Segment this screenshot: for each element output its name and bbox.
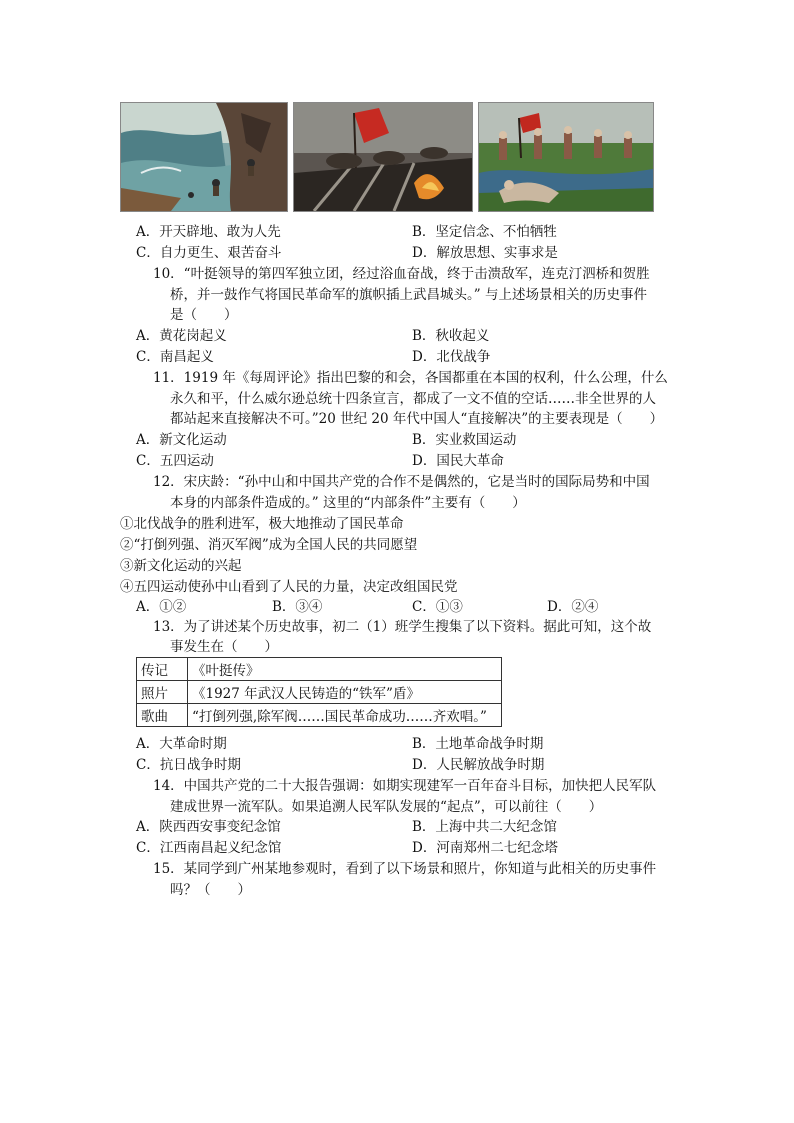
table-row bbox=[137, 681, 502, 704]
q14-stem-line-2: 建成世界一流军队。如果追溯人民军队发展的“起点”，可以前往（ ） bbox=[170, 799, 603, 815]
q14-option-a[interactable]: A．陕西西安事变纪念馆 bbox=[136, 819, 281, 835]
q11-option-d[interactable]: D．国民大革命 bbox=[412, 453, 504, 469]
q13-source-table bbox=[136, 657, 502, 727]
q12-stem-line-2: 本身的内部条件造成的。” 这里的“内部条件”主要有（ ） bbox=[170, 495, 526, 511]
q12-option-a[interactable]: A．①② bbox=[136, 599, 187, 615]
q12-option-c[interactable]: C．①③ bbox=[412, 599, 463, 615]
table-cell-value: 《1927 年武汉人民铸造的“铁军”盾》 bbox=[188, 681, 502, 704]
table-cell-label: 照片 bbox=[137, 681, 188, 704]
q13-stem-line-2: 事发生在（ ） bbox=[170, 639, 278, 655]
q11-option-c[interactable]: C．五四运动 bbox=[136, 453, 214, 469]
q13-option-a[interactable]: A．大革命时期 bbox=[136, 736, 227, 752]
q10-option-c[interactable]: C．南昌起义 bbox=[136, 349, 214, 365]
q12-item-4: ④五四运动使孙中山看到了人民的力量，决定改组国民党 bbox=[120, 579, 458, 595]
q9-option-b[interactable]: B．坚定信念、不怕牺牲 bbox=[412, 224, 557, 240]
q13-option-c[interactable]: C．抗日战争时期 bbox=[136, 757, 241, 773]
q12-item-2: ②“打倒列强、消灭军阀”成为全国人民的共同愿望 bbox=[120, 537, 418, 553]
q15-stem-line-1: 15．某同学到广州某地参观时，看到了以下场景和照片，你知道与此相关的历史事件 bbox=[153, 861, 657, 877]
q11-stem-line-1: 11．1919 年《每周评论》指出巴黎的和会，各国都重在本国的权利，什么公理，什么 bbox=[153, 370, 668, 386]
q10-option-a[interactable]: A．黄花岗起义 bbox=[136, 328, 227, 344]
painting-grassland-march bbox=[478, 102, 654, 212]
q14-stem-line-1: 14．中国共产党的二十大报告强调：如期实现建军一百年奋斗目标，加快把人民军队 bbox=[153, 778, 657, 794]
table-row bbox=[137, 704, 502, 727]
q12-option-d[interactable]: D．②④ bbox=[547, 599, 599, 615]
q12-option-b[interactable]: B．③④ bbox=[272, 599, 323, 615]
q14-option-d[interactable]: D．河南郑州二七纪念塔 bbox=[412, 840, 558, 856]
q13-stem-line-1: 13．为了讲述某个历史故事，初二（1）班学生搜集了以下资料。据此可知，这个故 bbox=[153, 619, 652, 635]
q14-option-c[interactable]: C．江西南昌起义纪念馆 bbox=[136, 840, 282, 856]
q10-option-d[interactable]: D．北伐战争 bbox=[412, 349, 491, 365]
q14-option-b[interactable]: B．上海中共二大纪念馆 bbox=[412, 819, 557, 835]
table-cell-value: “打倒列强,除军阀……国民革命成功……齐欢唱。” bbox=[188, 704, 502, 727]
q9-option-d[interactable]: D．解放思想、实事求是 bbox=[412, 245, 558, 261]
q10-option-b[interactable]: B．秋收起义 bbox=[412, 328, 490, 344]
q12-item-1: ①北伐战争的胜利进军，极大地推动了国民革命 bbox=[120, 516, 404, 532]
q10-stem-line-3: 是（ ） bbox=[170, 307, 238, 323]
q11-option-a[interactable]: A．新文化运动 bbox=[136, 432, 227, 448]
painting-cliff-crossing bbox=[120, 102, 288, 212]
table-cell-value: 《叶挺传》 bbox=[188, 658, 502, 681]
q13-option-b[interactable]: B．土地革命战争时期 bbox=[412, 736, 544, 752]
q12-stem-line-1: 12．宋庆龄：“孙中山和中国共产党的合作不是偶然的，它是当时的国际局势和中国 bbox=[153, 474, 650, 490]
painting-bridge-charge bbox=[293, 102, 473, 212]
table-cell-label: 歌曲 bbox=[137, 704, 188, 727]
table-cell-label: 传记 bbox=[137, 658, 188, 681]
q10-stem-line-1: 10．“叶挺领导的第四军独立团，经过浴血奋战，终于击溃敌军，连克汀泗桥和贺胜 bbox=[153, 266, 650, 282]
q12-item-3: ③新文化运动的兴起 bbox=[120, 558, 242, 574]
table-row bbox=[137, 658, 502, 681]
q11-option-b[interactable]: B．实业救国运动 bbox=[412, 432, 517, 448]
q10-stem-line-2: 桥，并一鼓作气将国民革命军的旗帜插上武昌城头。” 与上述场景相关的历史事件 bbox=[170, 287, 647, 303]
q15-stem-line-2: 吗？（ ） bbox=[170, 882, 251, 898]
q9-option-c[interactable]: C．自力更生、艰苦奋斗 bbox=[136, 245, 282, 261]
q9-option-a[interactable]: A．开天辟地、敢为人先 bbox=[136, 224, 281, 240]
illustration-row bbox=[120, 102, 652, 212]
q11-stem-line-3: 都站起来直接解决不可。”20 世纪 20 年代中国人“直接解决”的主要表现是（ ） bbox=[170, 411, 664, 427]
q13-option-d[interactable]: D．人民解放战争时期 bbox=[412, 757, 545, 773]
q11-stem-line-2: 永久和平，什么威尔逊总统十四条宣言，都成了一文不值的空话……非全世界的人 bbox=[170, 391, 656, 407]
